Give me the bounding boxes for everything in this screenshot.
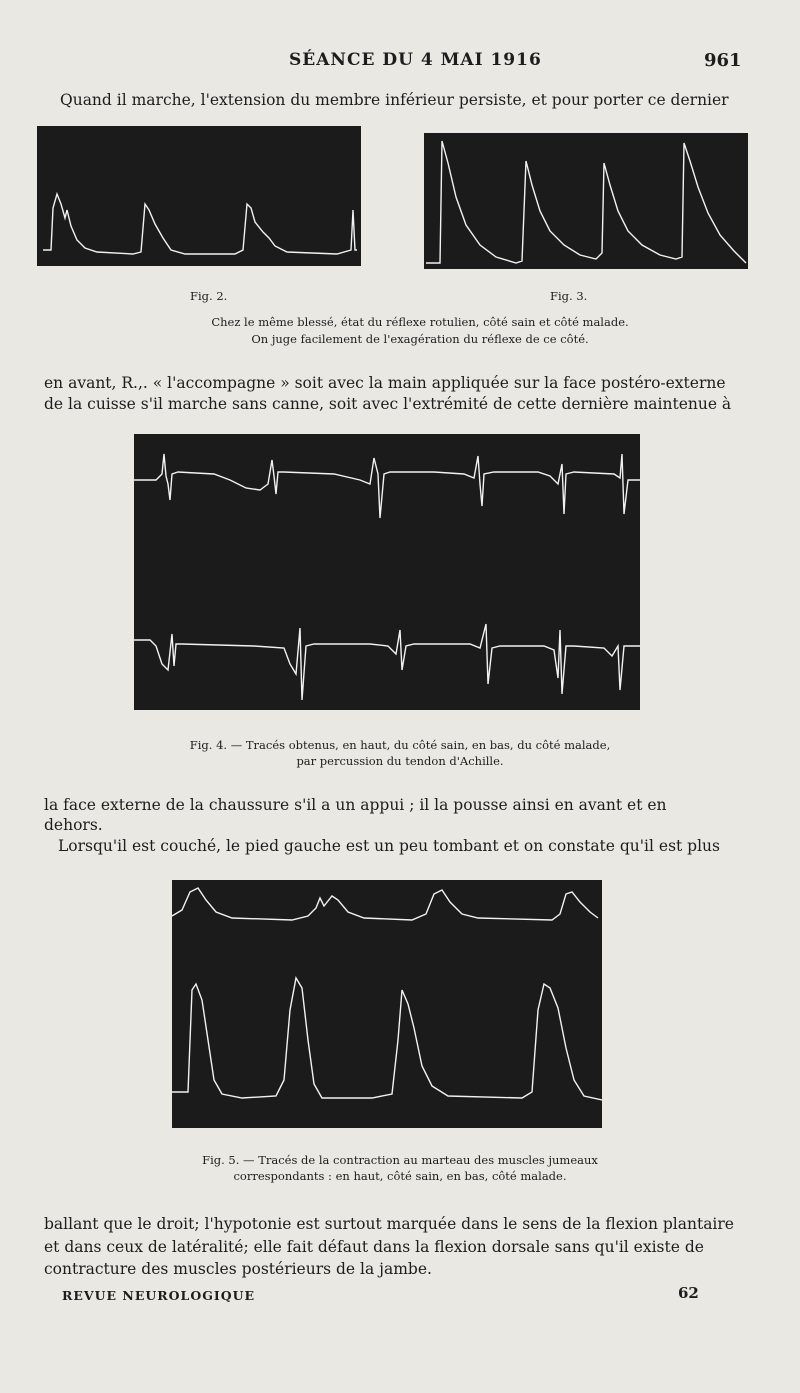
figure-2-plot	[37, 126, 361, 266]
journal-name: REVUE NEUROLOGIQUE	[62, 1288, 256, 1303]
fig2-label: Fig. 2.	[190, 289, 228, 303]
fig5-caption-line-1: Fig. 5. — Tracés de la contraction au marteau des muscles jumeaux	[202, 1153, 598, 1167]
paragraph-3-line-1: la face externe de la chaussure s'il a un appui ; il la pousse ainsi en avant et en	[44, 796, 667, 814]
fig3-label: Fig. 3.	[550, 289, 588, 303]
fig2-waveform	[43, 194, 357, 254]
paragraph-1: Quand il marche, l'extension du membre inférieur persiste, et pour porter ce dernier	[60, 91, 729, 109]
paragraph-5-line-3: contracture des muscles postérieurs de la jambe.	[44, 1260, 432, 1278]
figure-2-trace	[37, 126, 361, 266]
figure-4-plot	[134, 434, 640, 710]
fig4-caption-line-1: Fig. 4. — Tracés obtenus, en haut, du côté sain, en bas, du côté malade,	[189, 738, 611, 752]
figure-5-plot	[172, 880, 602, 1128]
fig4-affected-trace	[134, 624, 640, 700]
fig5-affected-trace	[172, 978, 602, 1100]
figure-5-trace	[172, 880, 602, 1128]
fig5-healthy-trace	[172, 888, 598, 920]
figure-4-trace	[134, 434, 640, 710]
session-title: SÉANCE DU 4 MAI 1916	[289, 50, 542, 70]
paragraph-2-line-1: en avant, R.,. « l'accompagne » soit avec la main appliquée sur la face postéro-externe	[44, 374, 726, 392]
fig23-caption-line-1: Chez le même blessé, état du réflexe rotulien, côté sain et côté malade.	[211, 315, 629, 329]
paragraph-3-line-2: dehors.	[44, 816, 103, 834]
page-header	[0, 50, 800, 74]
paragraph-4: Lorsqu'il est couché, le pied gauche est un peu tombant et on constate qu'il est plus	[58, 837, 720, 855]
signature-mark: 62	[678, 1284, 699, 1302]
fig23-caption-line-2: On juge facilement de l'exagération du réflexe de ce côté.	[251, 332, 589, 346]
fig3-waveform	[426, 141, 746, 263]
page-number: 961	[704, 50, 742, 71]
paragraph-2-line-2: de la cuisse s'il marche sans canne, soit avec l'extrémité de cette dernière maintenue à	[44, 395, 732, 413]
figure-3-trace	[424, 133, 748, 269]
paragraph-5-line-2: et dans ceux de latéralité; elle fait défaut dans la flexion dorsale sans qu'il existe de	[44, 1238, 704, 1256]
fig5-caption-line-2: correspondants : en haut, côté sain, en bas, côté malade.	[233, 1169, 567, 1183]
fig4-caption-line-2: par percussion du tendon d'Achille.	[296, 754, 504, 768]
paragraph-5-line-1: ballant que le droit; l'hypotonie est surtout marquée dans le sens de la flexion plantaire	[44, 1215, 734, 1233]
figure-3-plot	[424, 133, 748, 269]
fig4-healthy-trace	[134, 454, 640, 518]
